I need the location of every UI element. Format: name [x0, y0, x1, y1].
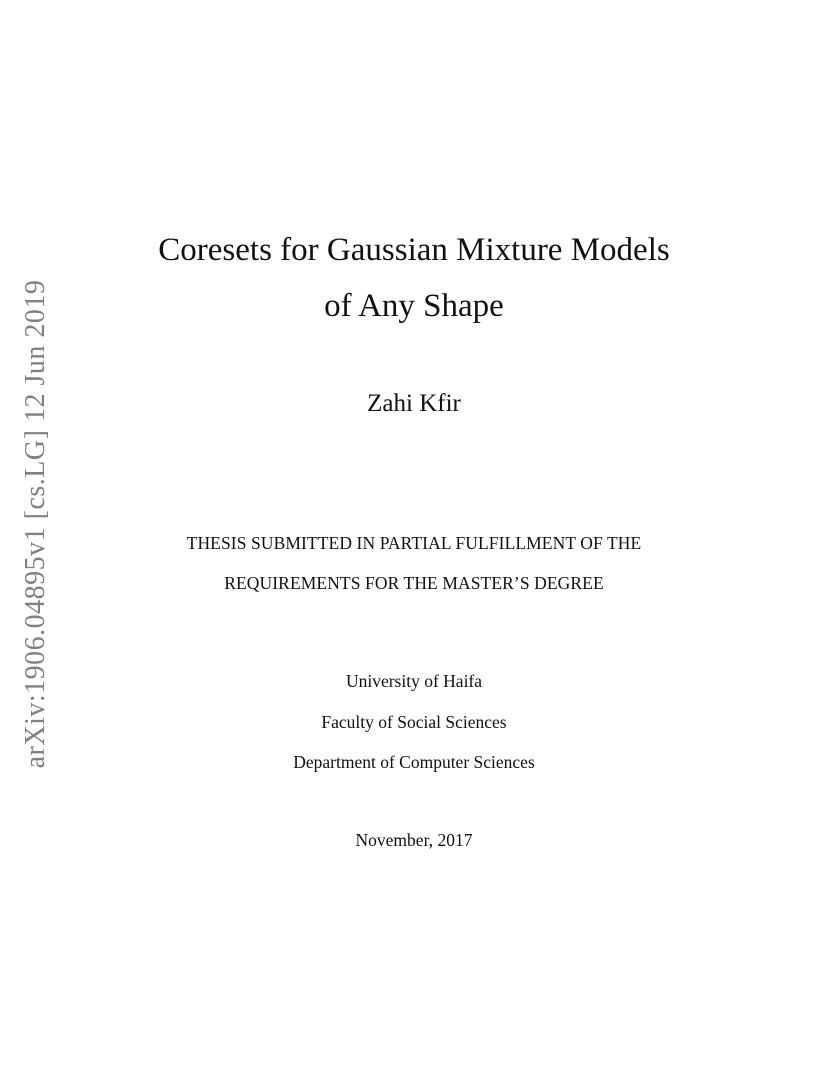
arxiv-stamp: arXiv:1906.04895v1 [cs.LG] 12 Jun 2019 [20, 279, 51, 769]
title-line-1: Coresets for Gaussian Mixture Models [158, 232, 670, 268]
department-name: Department of Computer Sciences [293, 752, 535, 772]
title-line-2: of Any Shape [324, 288, 504, 324]
thesis-statement-line-1: THESIS SUBMITTED IN PARTIAL FULFILLMENT OF THE [186, 533, 642, 553]
university-name: University of Haifa [345, 671, 483, 691]
faculty-name: Faculty of Social Sciences [321, 712, 507, 732]
author-name: Zahi Kfir [367, 390, 461, 417]
submission-date: November, 2017 [355, 830, 473, 850]
thesis-statement-line-2: REQUIREMENTS FOR THE MASTER’S DEGREE [224, 573, 604, 593]
